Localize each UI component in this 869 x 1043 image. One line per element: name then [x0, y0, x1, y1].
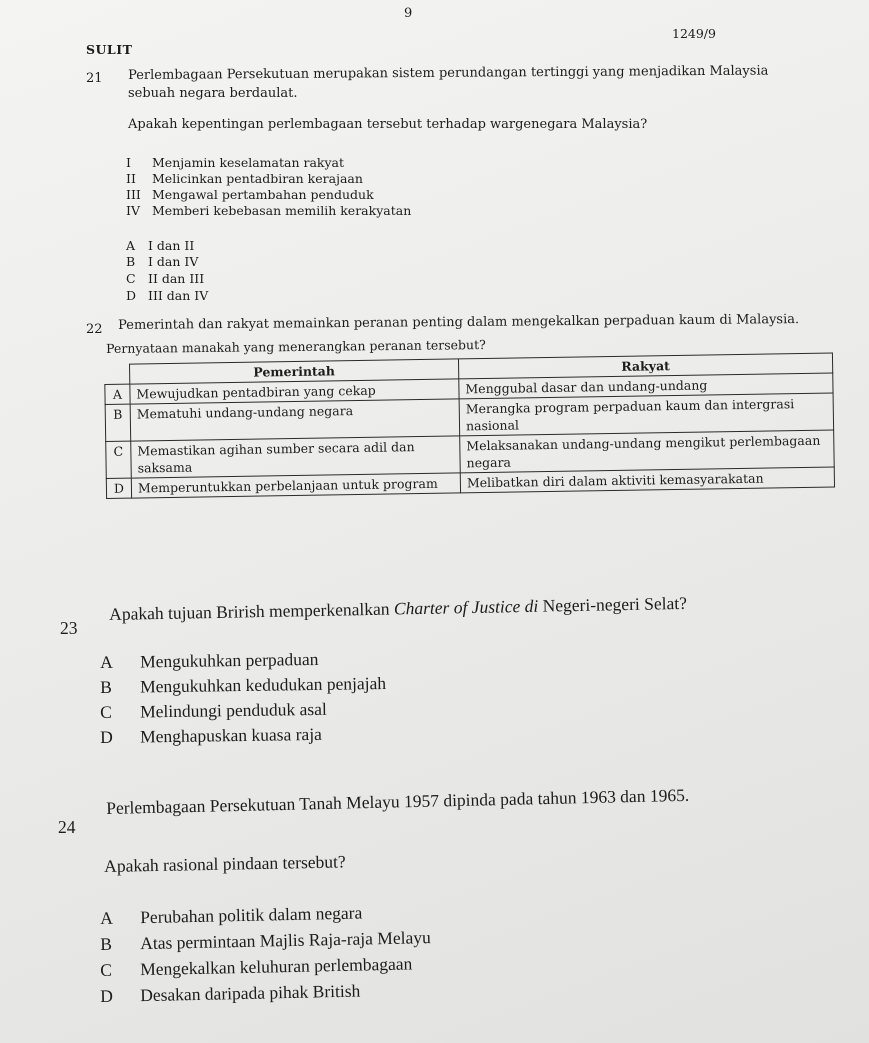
answer-option-a[interactable]: A Perubahan politik dalam negara [100, 902, 363, 928]
option-letter: A [105, 384, 130, 404]
answer-option-b[interactable]: B Atas permintaan Majlis Raja-raja Melayu [100, 927, 431, 954]
classification-label: SULIT [86, 42, 133, 57]
answer-option-a[interactable]: A I dan II [126, 238, 195, 253]
question-stem: Perlembagaan Persekutuan Tanah Melayu 1957 dipinda pada tahun 1963 dan 1965. [106, 784, 690, 818]
question-number: 24 [58, 817, 76, 837]
answer-option-b[interactable]: B Mengukuhkan kedudukan penjajah [100, 673, 387, 697]
option-letter: D [106, 478, 131, 498]
cell-pemerintah: Mewujudkan pentadbiran yang cekap [130, 379, 459, 404]
cell-pemerintah: Memastikan agihan sumber secara adil dan saksama [131, 436, 461, 478]
question-stem: Pemerintah dan rakyat memainkan peranan penting dalam mengekalkan perpaduan kaum di Malaysia. [118, 312, 800, 333]
answer-option-a[interactable]: A Mengukuhkan perpaduan [100, 648, 319, 672]
answer-option-d[interactable]: D III dan IV [126, 288, 209, 303]
question-number: 23 [60, 618, 78, 638]
question-stem-cont: sebuah negara berdaulat. [128, 86, 298, 101]
question-prompt: Apakah kepentingan perlembagaan tersebut terhadap wargenegara Malaysia? [128, 117, 648, 132]
statement-item: III Mengawal pertambahan penduduk [126, 187, 374, 202]
question-stem: Perlembagaan Persekutuan merupakan sistem perundangan tertinggi yang menjadikan Malaysia [128, 63, 769, 83]
statement-item: II Melicinkan pentadbiran kerajaan [126, 171, 363, 186]
paper-code: 1249/9 [672, 26, 716, 41]
cell-rakyat: Merangka program perpaduan kaum dan intergrasi nasional [459, 393, 834, 436]
question-prompt: Apakah rasional pindaan tersebut? [104, 851, 346, 876]
cell-rakyat: Melaksanakan undang-undang mengikut perlembagaan negara [460, 430, 835, 473]
answer-table [104, 353, 835, 499]
cell-pemerintah: Mematuhi undang-undang negara [130, 399, 460, 441]
option-letter: B [105, 404, 131, 441]
page-number: 9 [404, 6, 413, 21]
option-letter: C [106, 441, 132, 478]
answer-option-d[interactable]: D Menghapuskan kuasa raja [100, 723, 323, 747]
question-prompt: Apakah tujuan Brirish memperkenalkan Charter of Justice di Negeri-negeri Selat? [109, 592, 688, 624]
question-number: 22 [86, 322, 103, 337]
column-header-rakyat: Rakyat [458, 353, 832, 379]
answer-option-d[interactable]: D Desakan daripada pihak British [100, 980, 361, 1006]
statement-item: I Menjamin keselamatan rakyat [126, 155, 345, 170]
question-prompt: Pernyataan manakah yang menerangkan peranan tersebut? [106, 337, 486, 356]
cell-pemerintah: Memperuntukkan perbelanjaan untuk program [131, 473, 460, 498]
column-header-pemerintah: Pemerintah [130, 359, 459, 384]
cell-rakyat: Melibatkan diri dalam aktiviti kemasyarakatan [460, 467, 834, 493]
answer-option-c[interactable]: C Mengekalkan keluhuran perlembagaan [100, 953, 413, 980]
table-header-blank [105, 364, 130, 384]
answer-option-c[interactable]: C II dan III [126, 271, 205, 286]
statement-item: IV Memberi kebebasan memilih kerakyatan [126, 203, 412, 218]
answer-option-b[interactable]: B I dan IV [126, 254, 199, 269]
cell-rakyat: Menggubal dasar dan undang-undang [459, 373, 833, 399]
answer-option-c[interactable]: C Melindungi penduduk asal [100, 698, 327, 722]
question-number: 21 [86, 71, 103, 86]
